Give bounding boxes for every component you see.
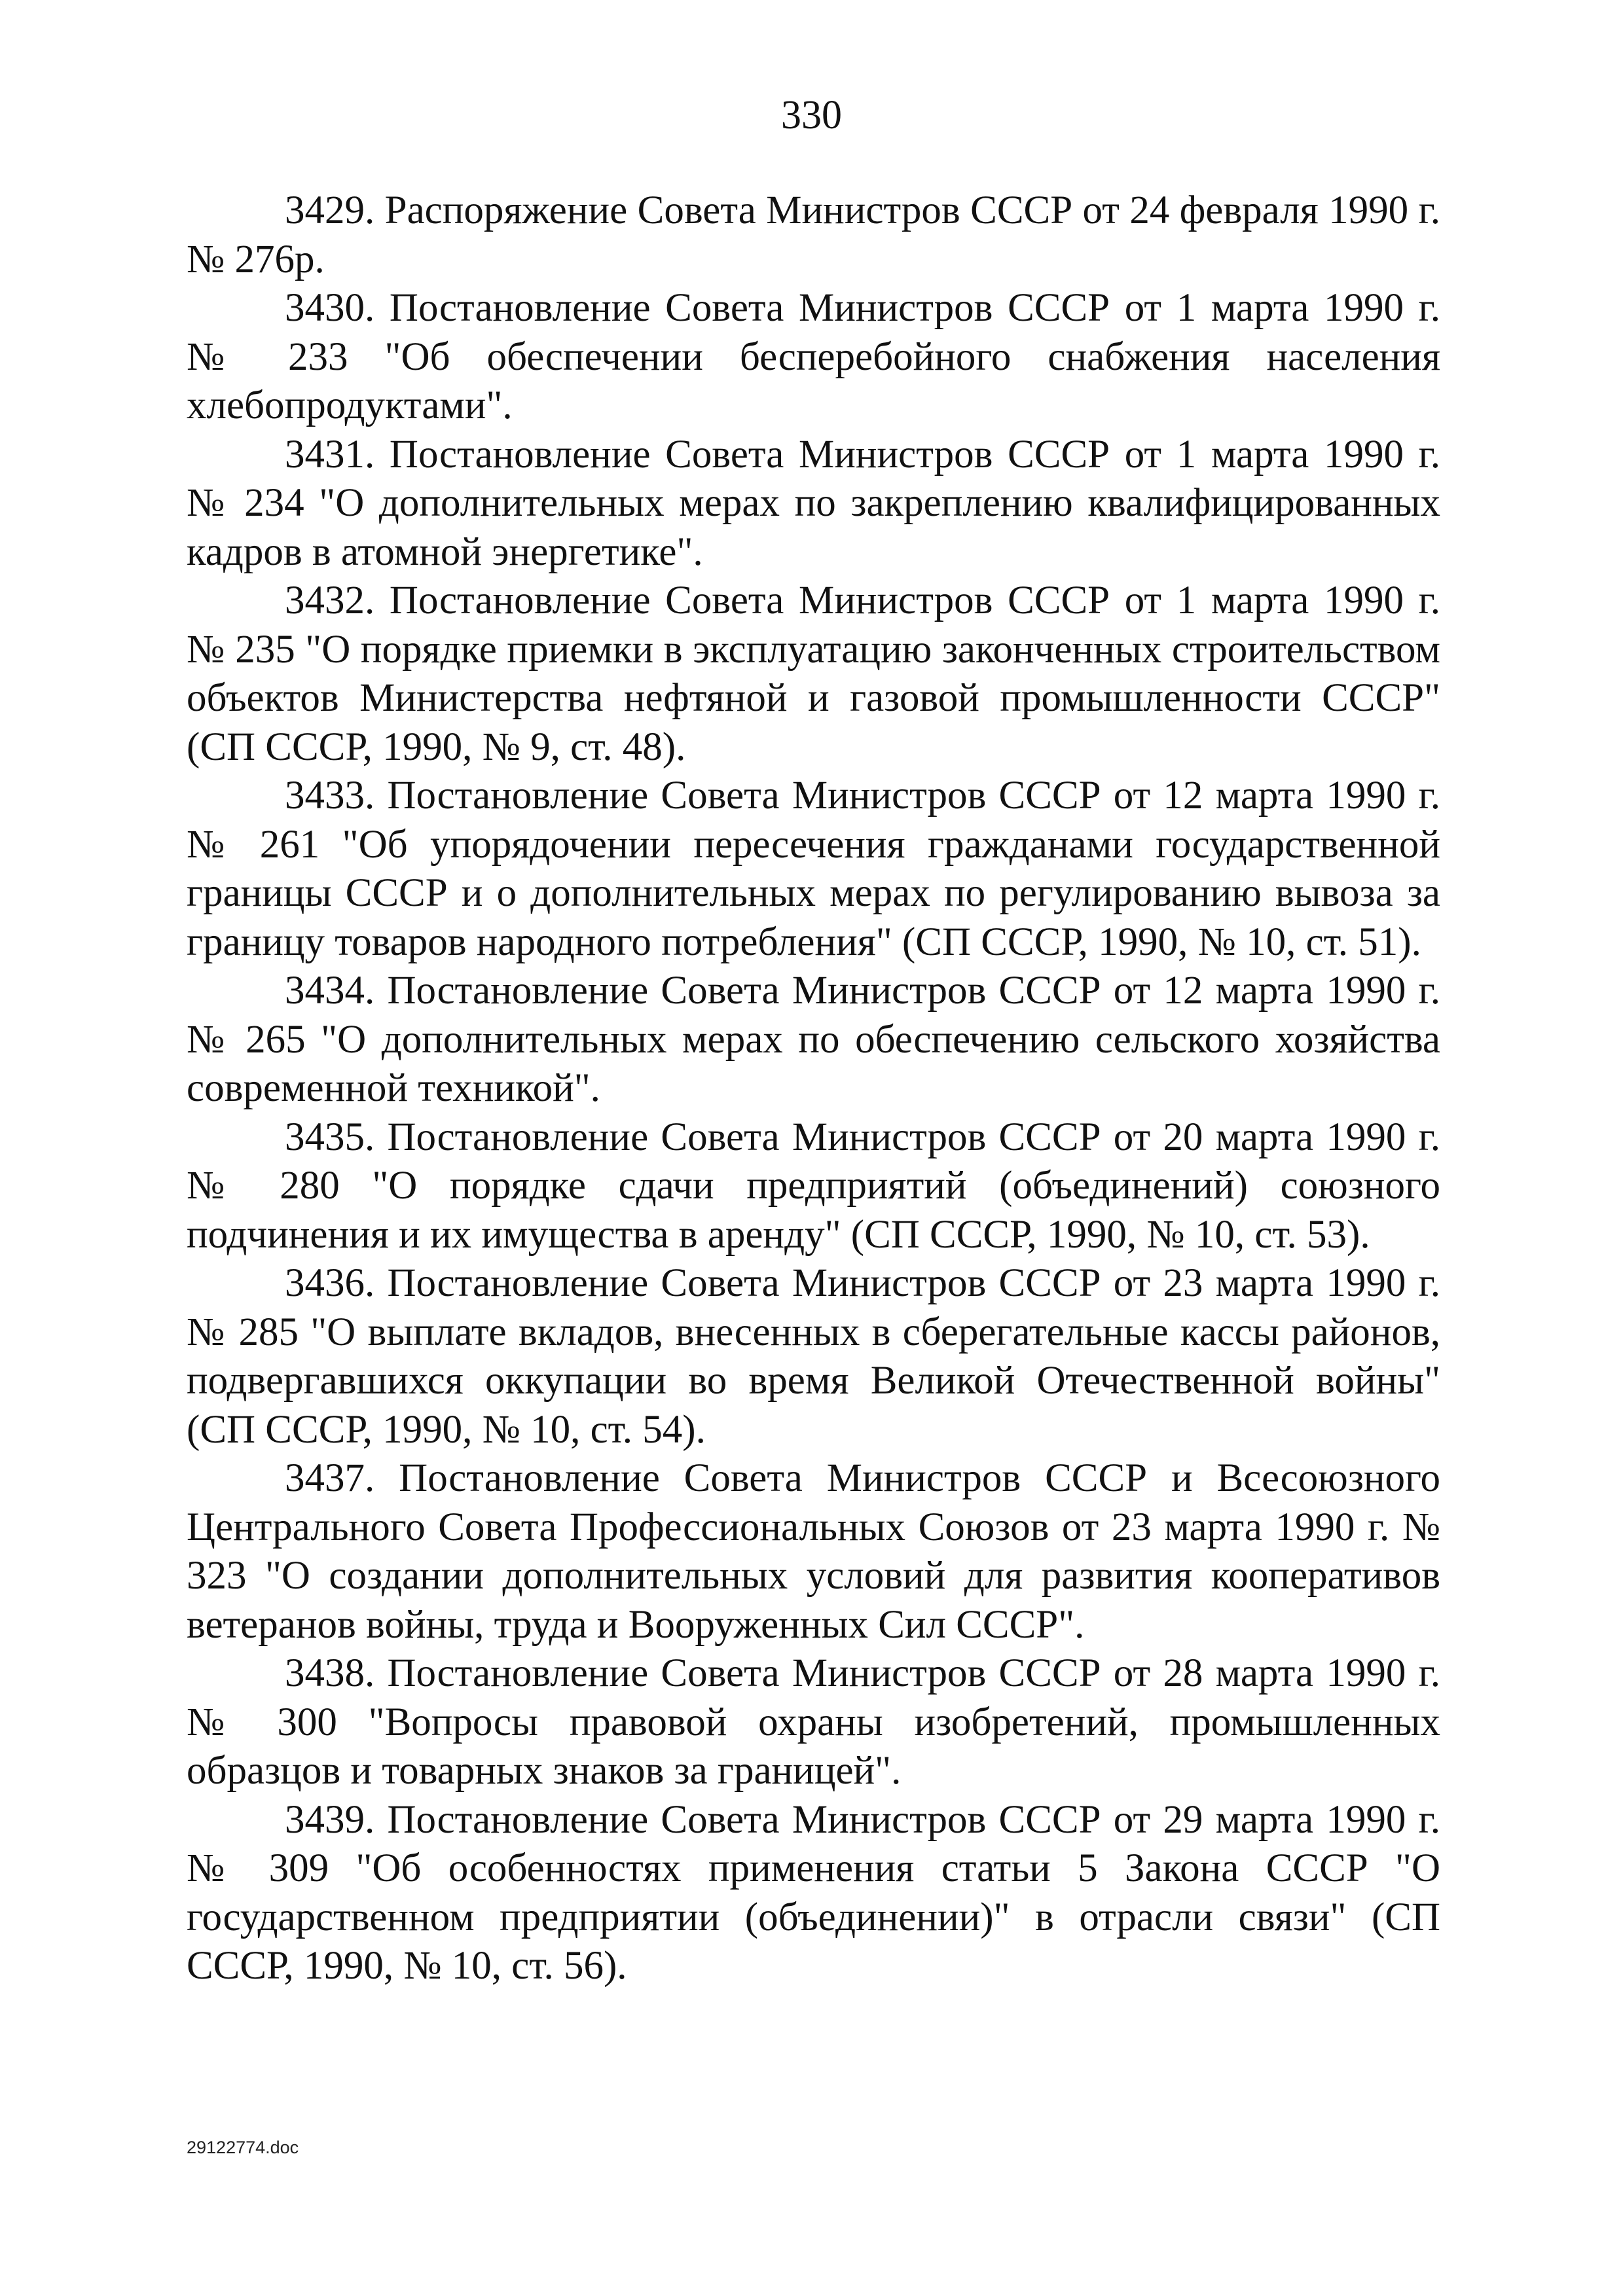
footer-filename: 29122774.doc	[187, 2138, 299, 2157]
list-entry-3430: 3430. Постановление Совета Министров СССР от 1 марта 1990 г. № 233 "Об обеспечении бесперебойного снабжения населения хлебопродуктами".	[187, 286, 1440, 427]
list-entry-3433: 3433. Постановление Совета Министров СССР от 12 марта 1990 г. № 261 "Об упорядочении пересечения гражданами государственной границы СССР и о дополнительных мерах по регулированию вывоза за границу товаров народного потребления" (СП СССР, 1990, № 10, ст. 51).	[187, 774, 1440, 964]
list-entry-3431: 3431. Постановление Совета Министров СССР от 1 марта 1990 г. № 234 "О дополнительных мерах по закреплению квалифицированных кадров в атомной энергетике".	[187, 432, 1440, 574]
list-entry-3437: 3437. Постановление Совета Министров СССР и Всесоюзного Центрального Совета Профессиональных Союзов от 23 марта 1990 г. № 323 "О создании дополнительных условий для развития кооперативов ветеранов войны, труда и Вооруженных Сил СССР".	[187, 1456, 1440, 1647]
list-entry-3429: 3429. Распоряжение Совета Министров СССР от 24 февраля 1990 г. № 276р.	[187, 188, 1440, 281]
list-entry-3439: 3439. Постановление Совета Министров СССР от 29 марта 1990 г. № 309 "Об особенностях применения статьи 5 Закона СССР "О государственном предприятии (объединении)" в отрасли связи" (СП СССР, 1990, № 10, ст. 56).	[187, 1797, 1440, 1988]
list-entry-3434: 3434. Постановление Совета Министров СССР от 12 марта 1990 г. № 265 "О дополнительных мерах по обеспечению сельского хозяйства современной техникой".	[187, 969, 1440, 1110]
page-number: 330	[781, 93, 842, 137]
list-entry-3432: 3432. Постановление Совета Министров СССР от 1 марта 1990 г. № 235 "О порядке приемки в эксплуатацию законченных строительством объектов Министерства нефтяной и газовой промышленности СССР" (СП СССР, 1990, № 9, ст. 48).	[187, 579, 1440, 769]
list-entry-3435: 3435. Постановление Совета Министров СССР от 20 марта 1990 г. № 280 "О порядке сдачи предприятий (объединений) союзного подчинения и их имущества в аренду" (СП СССР, 1990, № 10, ст. 53).	[187, 1115, 1440, 1257]
list-entry-3436: 3436. Постановление Совета Министров СССР от 23 марта 1990 г. № 285 "О выплате вкладов, внесенных в сберегательные кассы районов, подвергавшихся оккупации во время Великой Отечественной войны" (СП СССР, 1990, № 10, ст. 54).	[187, 1261, 1440, 1452]
list-entry-3438: 3438. Постановление Совета Министров СССР от 28 марта 1990 г. № 300 "Вопросы правовой охраны изобретений, промышленных образцов и товарных знаков за границей".	[187, 1651, 1440, 1793]
document-body	[187, 187, 1440, 1991]
